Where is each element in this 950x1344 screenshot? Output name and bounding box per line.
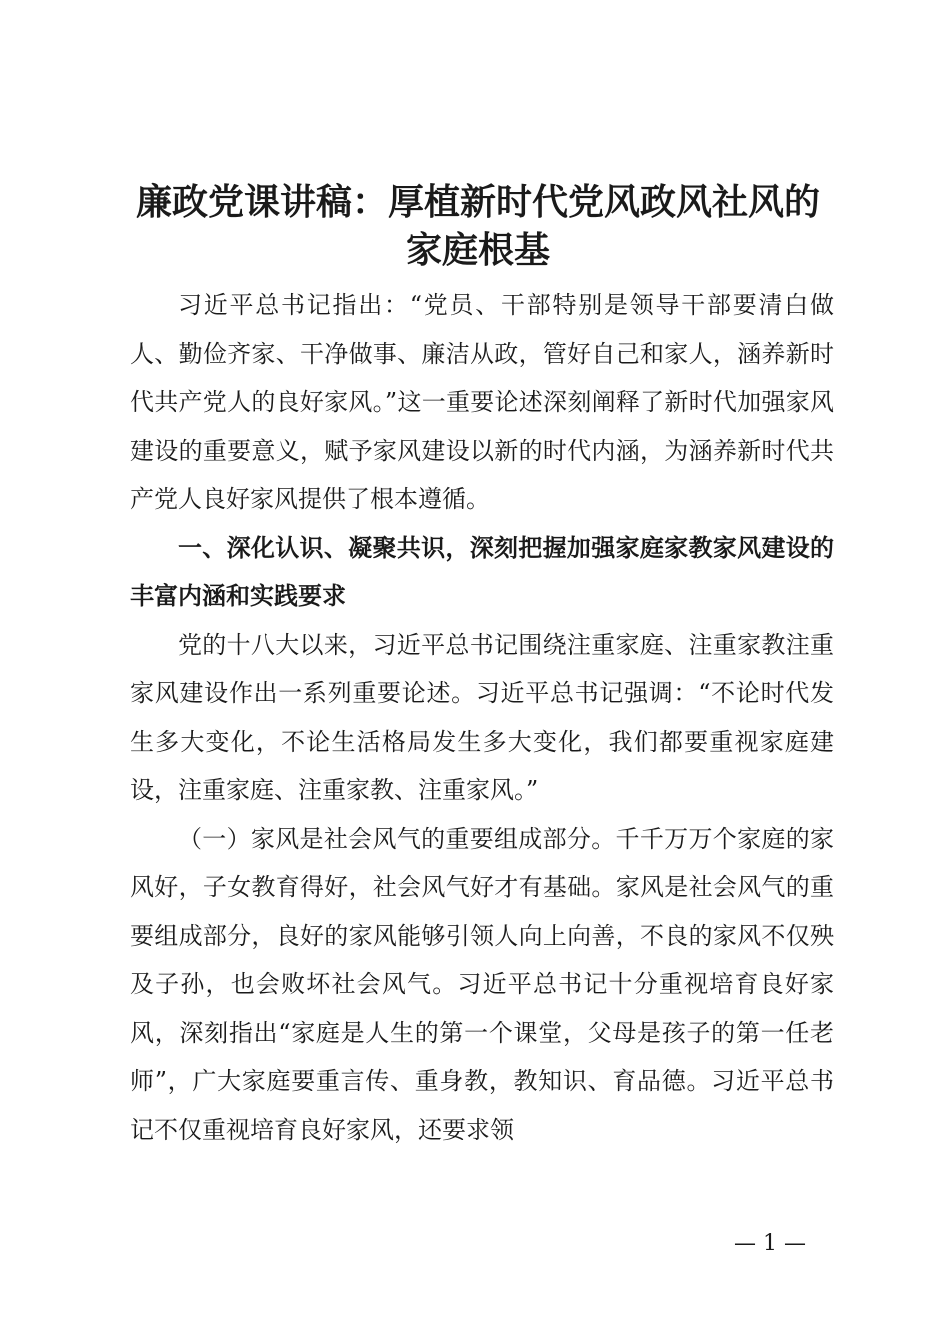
document-title: 廉政党课讲稿：厚植新时代党风政风社风的家庭根基 (135, 181, 820, 271)
page-number: — 1 — (734, 1231, 806, 1256)
document-body (130, 281, 834, 1154)
subsection-paragraph-1: （一）家风是社会风气的重要组成部分。千千万万个家庭的家风好，子女教育得好，社会风气好才有基础。家风是社会风气的重要组成部分，良好的家风能够引领人向上向善，不良的家风不仅殃及子孙，也会败坏社会风气。习近平总书记十分重视培育良好家风，深刻指出“家庭是人生的第一个课堂，父母是孩子的第一任老师”，广大家庭要重言传、重身教，教知识、育品德。习近平总书记不仅重视培育良好家风，还要求领 (130, 824, 834, 1144)
section-paragraph-1: 党的十八大以来，习近平总书记围绕注重家庭、注重家教注重家风建设作出一系列重要论述。习近平总书记强调：“不论时代发生多大变化，不论生活格局发生多大变化，我们都要重视家庭建设，注重家庭、注重家教、注重家风。” (130, 630, 834, 804)
intro-paragraph: 习近平总书记指出：“党员、干部特别是领导干部要清白做人、勤俭齐家、干净做事、廉洁从政，管好自己和家人，涵养新时代共产党人的良好家风。”这一重要论述深刻阐释了新时代加强家风建设的重要意义，赋予家风建设以新的时代内涵，为涵养新时代共产党人良好家风提供了根本遵循。 (130, 291, 834, 513)
section-heading-1: 一、深化认识、凝聚共识，深刻把握加强家庭家教家风建设的丰富内涵和实践要求 (130, 533, 834, 610)
